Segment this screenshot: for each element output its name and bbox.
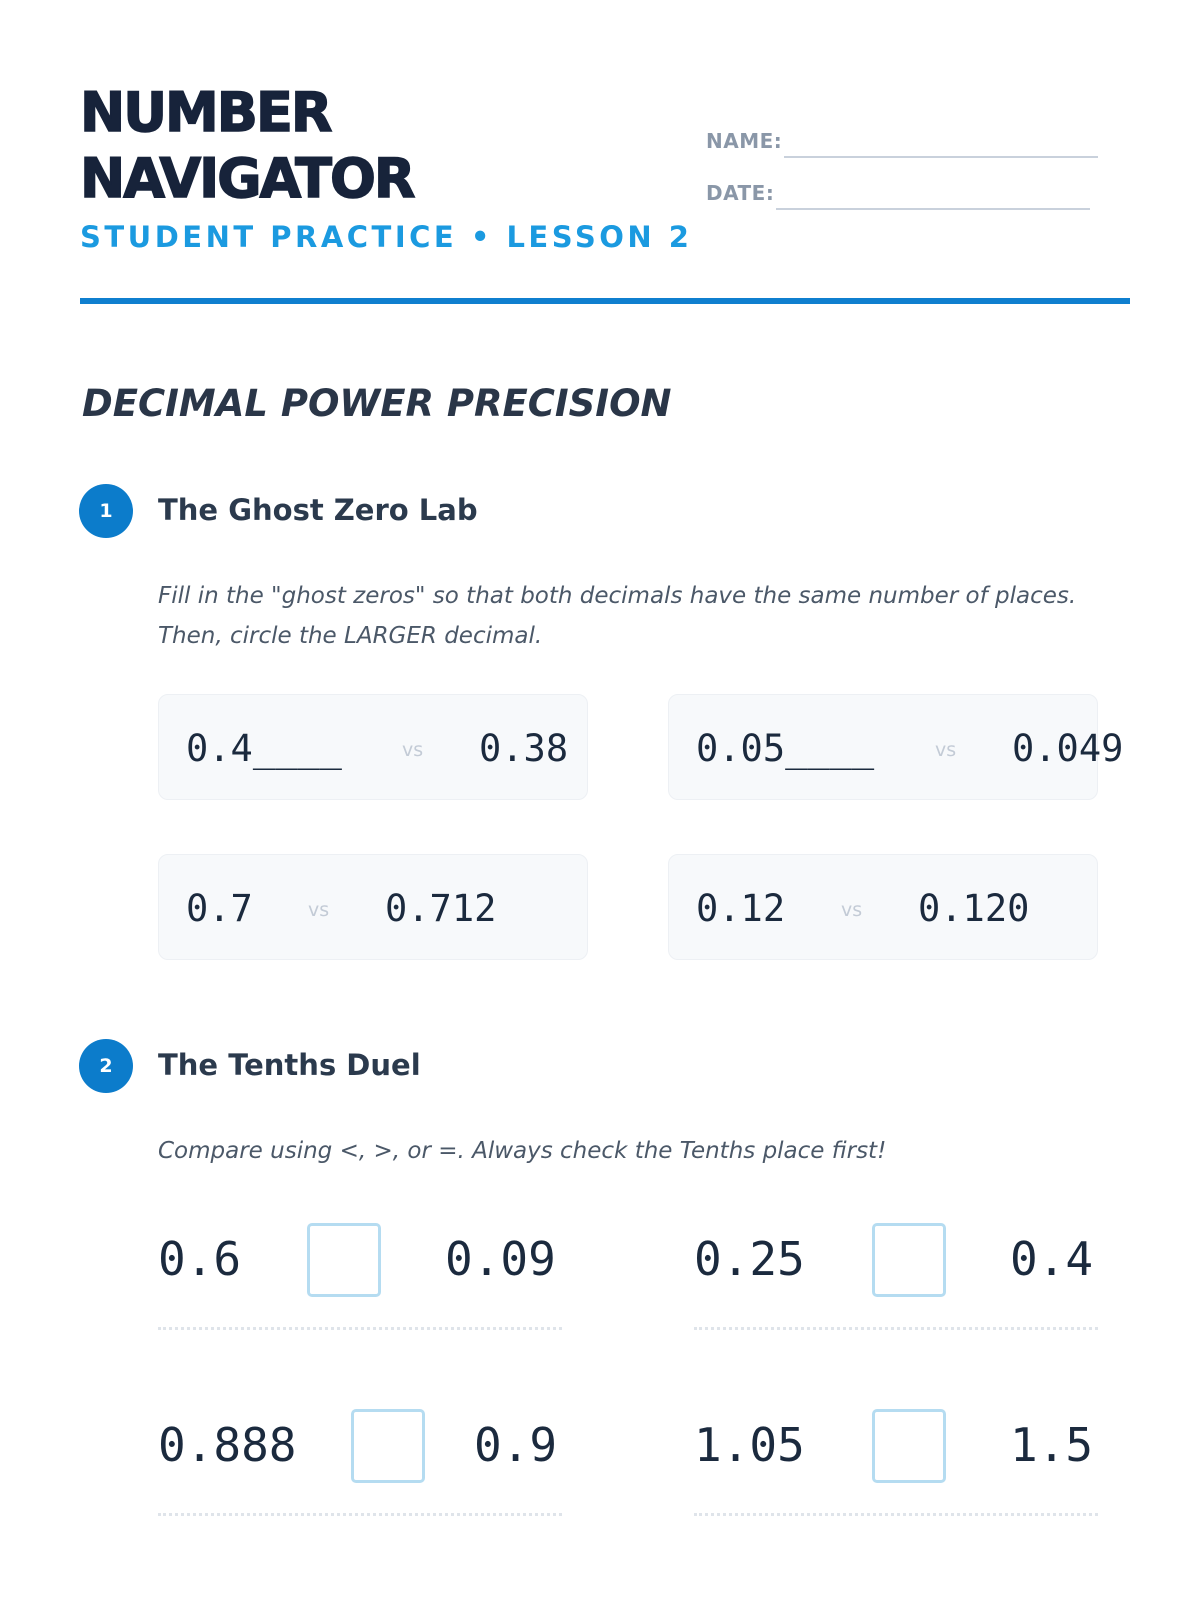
header-divider — [80, 298, 1130, 304]
ghost-zero-card — [158, 694, 588, 800]
vs-label: vs — [935, 739, 957, 761]
worksheet-header — [80, 80, 1130, 270]
left-decimal[interactable]: 0.12 — [696, 887, 786, 930]
compare-right-number: 0.09 — [445, 1232, 556, 1286]
dotted-divider — [158, 1327, 562, 1330]
ghost-zero-card — [668, 694, 1124, 800]
title-line-1: NUMBER — [80, 81, 331, 144]
right-decimal[interactable]: 0.049 — [1012, 727, 1124, 770]
name-label: NAME: — [706, 129, 783, 153]
problem-1-badge: 1 — [79, 484, 133, 538]
comparison-answer-box[interactable] — [872, 1409, 946, 1483]
left-decimal[interactable]: 0.7 — [186, 887, 253, 930]
compare-right-number: 0.9 — [474, 1418, 558, 1472]
problem-2-instructions: Compare using <, >, or =. Always check the Tenths place first! — [158, 1138, 887, 1164]
name-field[interactable] — [784, 156, 1098, 158]
right-decimal[interactable]: 0.712 — [385, 887, 497, 930]
comparison-answer-box[interactable] — [307, 1223, 381, 1297]
subtitle: STUDENT PRACTICE • LESSON 2 — [80, 220, 693, 254]
right-decimal[interactable]: 0.120 — [918, 887, 1030, 930]
problem-1-instructions: Fill in the "ghost zeros" so that both decimals have the same number of places. Then, circle the LARGER decimal. — [158, 583, 1077, 649]
date-label: DATE: — [706, 181, 775, 205]
title-line-2: NAVIGATOR — [80, 147, 414, 210]
dotted-divider — [694, 1513, 1098, 1516]
dotted-divider — [158, 1513, 562, 1516]
right-decimal[interactable]: 0.38 — [479, 727, 569, 770]
vs-label: vs — [841, 899, 863, 921]
ghost-zero-card — [668, 854, 1098, 960]
vs-label: vs — [402, 739, 424, 761]
compare-left-number: 0.6 — [158, 1232, 242, 1286]
ghost-zero-card — [158, 854, 588, 960]
left-decimal-blank[interactable]: 0.4____ — [186, 727, 342, 770]
date-field[interactable] — [776, 208, 1090, 210]
compare-left-number: 0.25 — [694, 1232, 805, 1286]
compare-left-number: 0.888 — [158, 1418, 297, 1472]
section-title: DECIMAL POWER PRECISION — [82, 382, 672, 425]
compare-left-number: 1.05 — [694, 1418, 805, 1472]
comparison-answer-box[interactable] — [872, 1223, 946, 1297]
left-decimal-blank[interactable]: 0.05____ — [696, 727, 875, 770]
problem-2-badge: 2 — [79, 1039, 133, 1093]
comparison-answer-box[interactable] — [351, 1409, 425, 1483]
problem-2-title: The Tenths Duel — [158, 1048, 421, 1082]
problem-1-title: The Ghost Zero Lab — [158, 493, 478, 527]
compare-right-number: 1.5 — [1010, 1418, 1094, 1472]
vs-label: vs — [308, 899, 330, 921]
dotted-divider — [694, 1327, 1098, 1330]
compare-right-number: 0.4 — [1010, 1232, 1094, 1286]
